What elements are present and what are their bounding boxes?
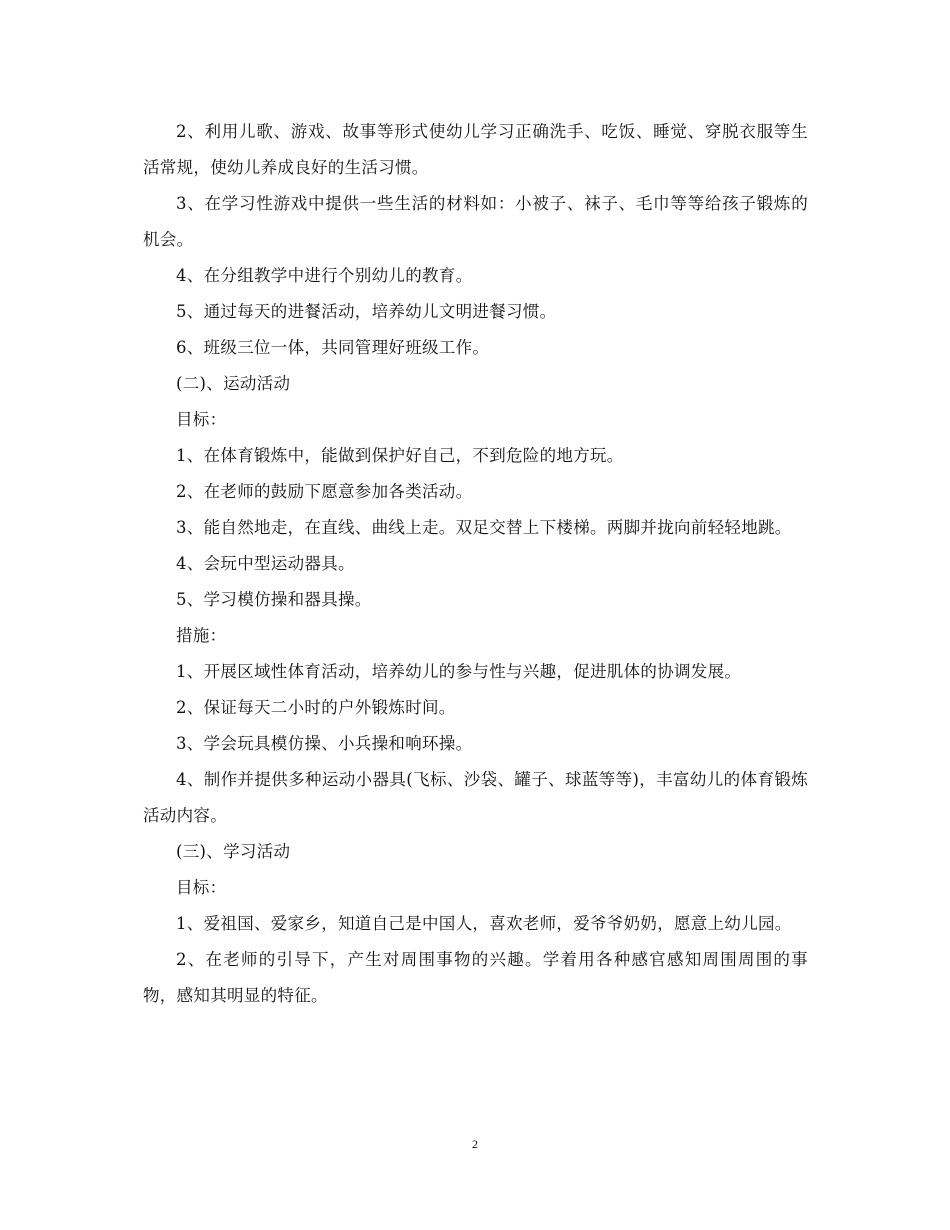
paragraph-12: 5、学习模仿操和器具操。 bbox=[176, 590, 372, 609]
section-heading-learning: (三)、学习活动 bbox=[176, 842, 291, 861]
paragraph-21: 2、在老师的引导下，产生对周围事物的兴趣。学着用各种感官感知周围周围的事物，感知其明显的特征。 bbox=[143, 950, 808, 1005]
paragraph-16: 3、学会玩具模仿操、小兵操和响环操。 bbox=[176, 734, 473, 753]
goals-label-sports: 目标： bbox=[176, 410, 227, 429]
paragraph-5: 6、班级三位一体，共同管理好班级工作。 bbox=[176, 338, 490, 357]
paragraph-8: 1、在体育锻炼中，能做到保护好自己，不到危险的地方玩。 bbox=[176, 446, 624, 465]
paragraph-11: 4、会玩中型运动器具。 bbox=[176, 554, 355, 573]
paragraph-3: 4、在分组教学中进行个别幼儿的教育。 bbox=[176, 266, 473, 285]
paragraph-2: 3、在学习性游戏中提供一些生活的材料如：小被子、袜子、毛巾等等给孩子锻炼的机会。 bbox=[143, 194, 808, 249]
measures-label-sports: 措施： bbox=[176, 626, 227, 645]
paragraph-14: 1、开展区域性体育活动，培养幼儿的参与性与兴趣，促进肌体的协调发展。 bbox=[176, 662, 742, 681]
paragraph-4: 5、通过每天的进餐活动，培养幼儿文明进餐习惯。 bbox=[176, 302, 557, 321]
paragraph-20: 1、爱祖国、爱家乡，知道自己是中国人，喜欢老师，爱爷爷奶奶，愿意上幼儿园。 bbox=[176, 914, 792, 933]
paragraph-17: 4、制作并提供多种运动小器具(飞标、沙袋、罐子、球蓝等等)，丰富幼儿的体育锻炼活动内容。 bbox=[143, 770, 808, 825]
page-number: 2 bbox=[472, 1137, 478, 1151]
paragraph-10: 3、能自然地走，在直线、曲线上走。双足交替上下楼梯。两脚并拢向前轻轻地跳。 bbox=[176, 518, 792, 537]
section-heading-sports: (二)、运动活动 bbox=[176, 374, 291, 393]
paragraph-15: 2、保证每天二小时的户外锻炼时间。 bbox=[176, 698, 456, 717]
paragraph-1: 2、利用儿歌、游戏、故事等形式使幼儿学习正确洗手、吃饭、睡觉、穿脱衣服等生活常规，使幼儿养成良好的生活习惯。 bbox=[143, 122, 808, 177]
document-body bbox=[143, 114, 808, 1014]
paragraph-9: 2、在老师的鼓励下愿意参加各类活动。 bbox=[176, 482, 473, 501]
goals-label-learning: 目标： bbox=[176, 878, 227, 897]
